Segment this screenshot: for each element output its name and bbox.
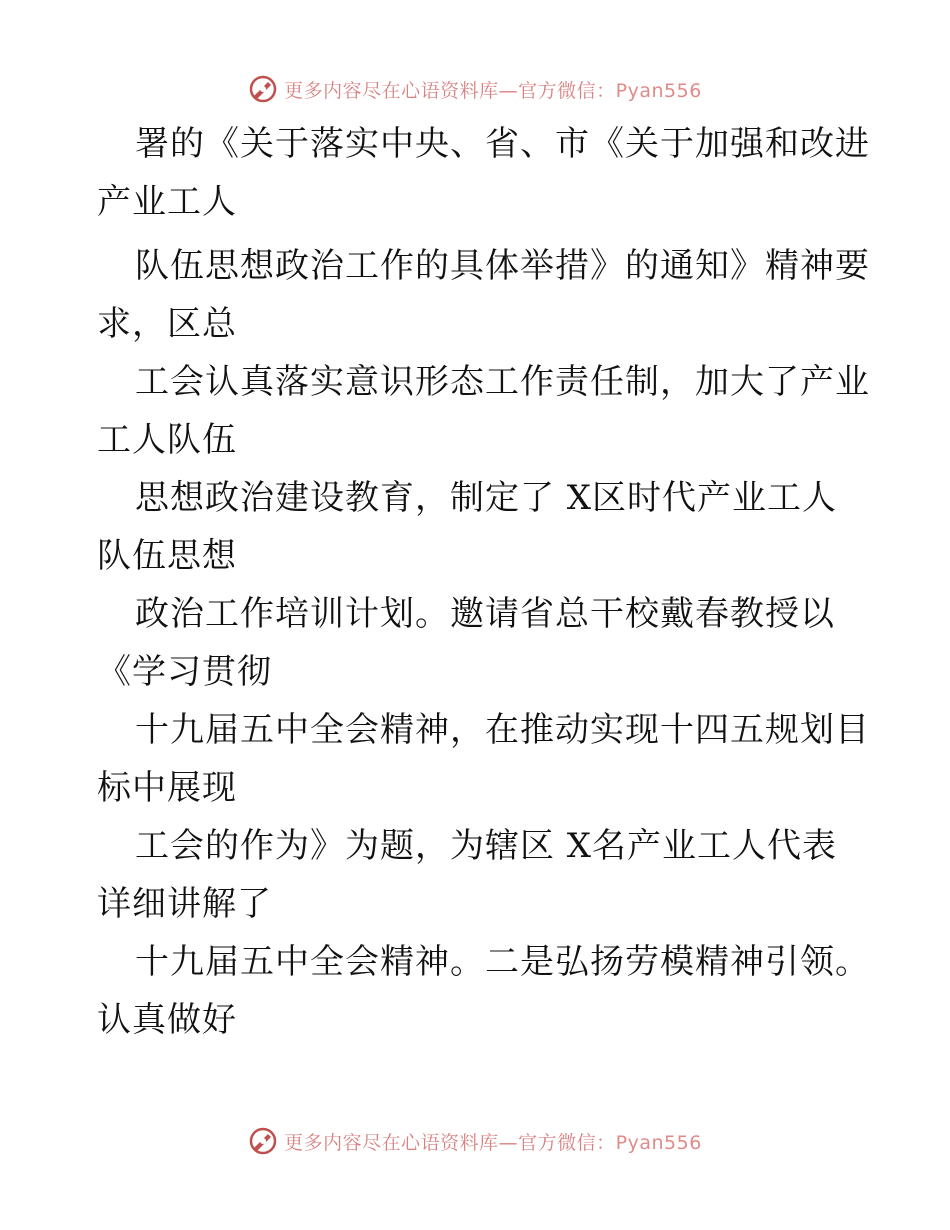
- text-line: 队伍思想: [97, 536, 237, 576]
- text-line: 队伍思想政治工作的具体举措》的通知》精神要: [135, 246, 870, 286]
- text-line: 产业工人: [97, 182, 237, 222]
- text-line: 标中展现: [97, 768, 237, 808]
- text-line: 工人队伍: [97, 420, 237, 460]
- text-line: 工会的作为》为题，为辖区 X名产业工人代表: [135, 826, 838, 866]
- text-line: 政治工作培训计划。邀请省总干校戴春教授以: [135, 594, 835, 634]
- text-line: 求，区总: [97, 304, 237, 344]
- text-line: 详细讲解了: [97, 884, 272, 924]
- text-line: 《学习贯彻: [97, 652, 272, 692]
- text-line: 十九届五中全会精神。二是弘扬劳模精神引领。: [135, 942, 870, 982]
- text-line: 思想政治建设教育，制定了 X区时代产业工人: [135, 478, 838, 518]
- text-line: 十九届五中全会精神，在推动实现十四五规划目: [135, 710, 870, 750]
- pen-logo-icon: [248, 1126, 278, 1156]
- watermark-text: 更多内容尽在心语资料库—官方微信：Pyan556: [284, 1131, 702, 1154]
- pen-logo-icon: [248, 74, 278, 104]
- text-line: 工会认真落实意识形态工作责任制，加大了产业: [135, 362, 870, 402]
- text-line: 认真做好: [97, 1000, 237, 1040]
- watermark-text: 更多内容尽在心语资料库—官方微信：Pyan556: [284, 79, 702, 102]
- header-watermark: [0, 72, 950, 106]
- footer-watermark: [0, 1124, 950, 1158]
- text-line: 署的《关于落实中央、省、市《关于加强和改进: [135, 124, 870, 164]
